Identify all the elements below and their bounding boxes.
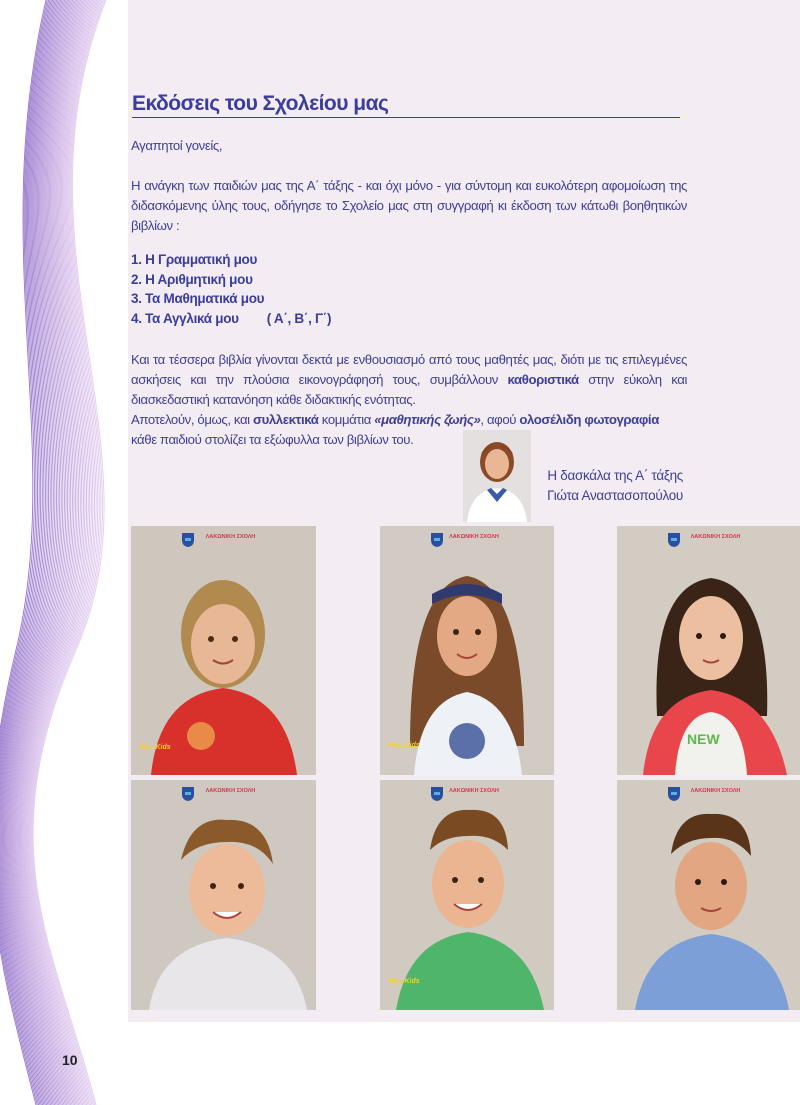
intro-paragraph: Η ανάγκη των παιδιών μας της Α΄ τάξης - και όχι μόνο - για σύντομη και ευκολότερη αφομοίωση της διδασκόμενης ύλης τους, οδήγησε το Σχολείο μας στη συγγραφή κι έκδοση των κάτωθι βοηθητικών βιβλίων :: [131, 178, 687, 233]
school-name: ΛΑΚΩΝΙΚΗ ΣΧΟΛΗ: [449, 788, 499, 794]
school-name: ΛΑΚΩΝΙΚΗ ΣΧΟΛΗ: [690, 534, 741, 540]
book-cover-photo: [617, 526, 800, 775]
hey-kids-label: Hey, Kids: [139, 744, 171, 751]
collectible-paragraph: Αποτελούν, όμως, και συλλεκτικά κομμάτια «μαθητικής ζωής», αφού ολοσέλιδη φωτογραφία κάθε παιδιού στολίζει τα εξώφυλλα των βιβλίων του.: [131, 412, 659, 447]
teacher-photo: [463, 430, 531, 522]
book-cover-photo: [131, 526, 316, 775]
books-paragraph: Και τα τέσσερα βιβλία γίνονται δεκτά με ενθουσιασμό από τους μαθητές μας, διότι με τις επιλεγμένες ασκήσεις και την πλούσια εικονογράφησή τους, συμβάλλουν καθοριστικά στην εύκολη και διασκεδαστική κατανόηση κάθε διδακτικής ενότητας.: [131, 352, 687, 407]
page-number: 10: [62, 1052, 78, 1068]
book-list: [131, 252, 331, 330]
hey-kids-label: Hey, Kids: [388, 978, 420, 985]
school-name: ΛΑΚΩΝΙΚΗ ΣΧΟΛΗ: [205, 534, 256, 540]
book-cover-photo: [380, 780, 554, 1010]
book-cover-photo: [617, 780, 800, 1010]
book-item: 3. Τα Μαθηματικά μου: [131, 291, 265, 306]
english-grades: ( Α΄, Β΄, Γ΄): [266, 310, 332, 326]
teacher-signature: [540, 466, 683, 506]
shirt-text: NEW: [687, 731, 720, 747]
teacher-name: Γιώτα Αναστασοπούλου: [547, 488, 683, 503]
school-name: ΛΑΚΩΝΙΚΗ ΣΧΟΛΗ: [449, 534, 499, 540]
book-item: 2. Η Αριθμητική μου: [131, 271, 253, 287]
book-item: 1. Η Γραμματική μου: [131, 252, 258, 267]
hey-kids-label: Hey, Kids: [388, 742, 420, 749]
page-title: Εκδόσεις του Σχολείου μας: [132, 92, 680, 118]
book-cover-photo: [380, 526, 554, 775]
greeting: Αγαπητοί γονείς,: [131, 138, 223, 153]
teacher-role: Η δασκάλα της Α΄ τάξης: [547, 468, 683, 483]
book-item: 4. Τα Αγγλικά μου ( Α΄, Β΄, Γ΄): [131, 310, 332, 326]
book-cover-photo: [131, 780, 316, 1010]
school-name: ΛΑΚΩΝΙΚΗ ΣΧΟΛΗ: [690, 788, 741, 794]
school-name: ΛΑΚΩΝΙΚΗ ΣΧΟΛΗ: [205, 788, 256, 794]
decorative-wave-lines: [0, 0, 140, 1105]
